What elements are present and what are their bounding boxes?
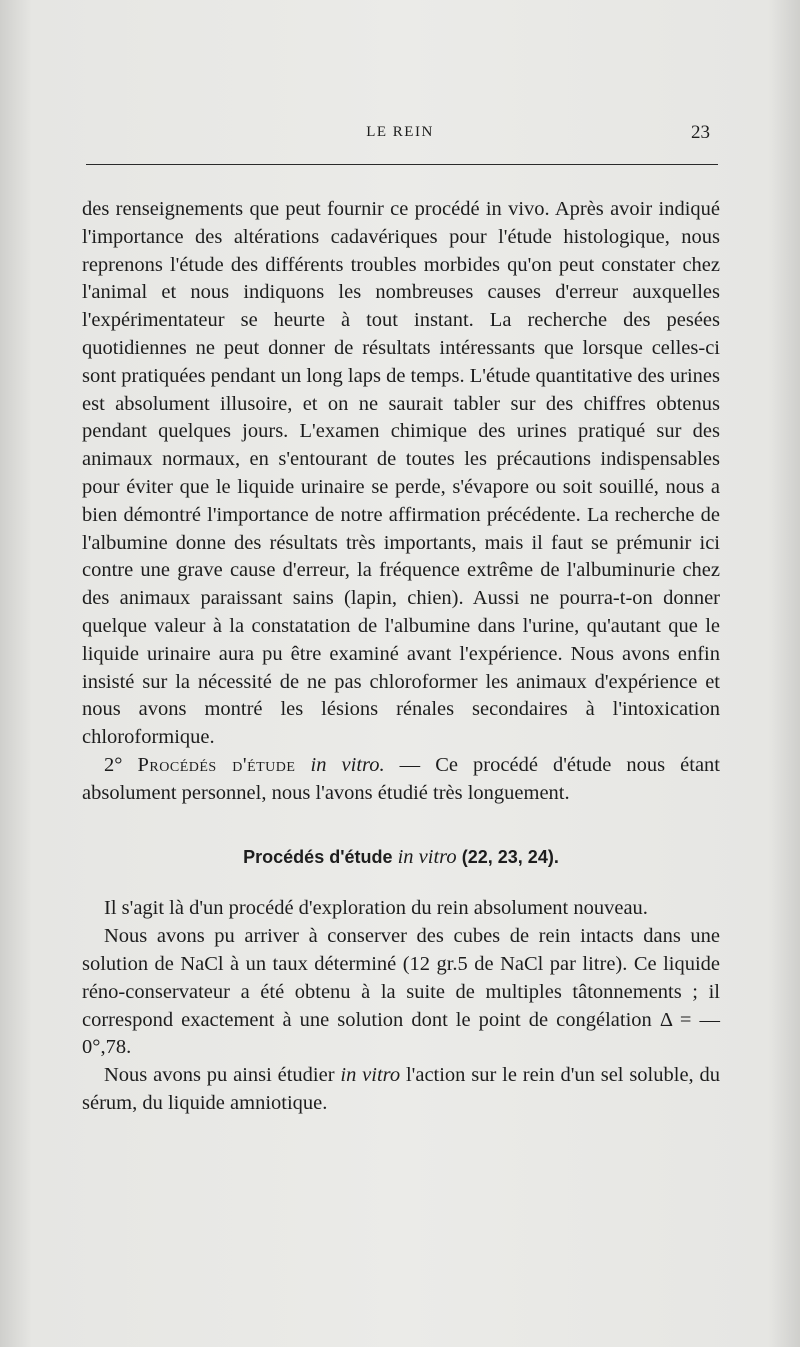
paragraph-3: Il s'agit là d'un procédé d'exploration du rein absolument nouveau. [104,897,648,920]
paragraph-4: Nous avons pu arriver à conserver des cubes de rein intacts dans une solution de NaCl à un taux déterminé (12 gr.5 de NaCl par litre). Ce liquide réno-conservateur a été obtenu à la suite de multiples tâtonnements ; il correspond exactement à une solution dont le point de congélation Δ = — 0°,78. [82,925,720,1059]
paragraph-1: des renseignements que peut fournir ce procédé in vivo. Après avoir indiqué l'importance des altérations cadavériques pour l'étude histologique, nous reprenons l'étude des différents troubles morbides qu'on peut constater chez l'animal et nous indiquons les nombreuses causes d'erreur auxquelles l'expérimentateur se heurte à tout instant. La recherche des pesées quotidiennes ne peut donner de résultats intéressants que lorsque celles-ci sont pratiquées pendant un long laps de temps. L'étude quantitative des urines est absolument illusoire, et on ne saurait tabler sur des chiffres obtenus pendant quelques jours. L'examen chimique des urines pratiqué sur des animaux normaux, en s'entourant de toutes les précautions indispensables pour éviter que le liquide urinaire se perde, s'évapore ou soit souillé, nous a bien démontré l'importance de notre affirmation précédente. La recherche de l'albumine donne des résultats très importants, mais il faut se prémunir ici contre une grave cause d'erreur, la fréquence extrême de l'albuminurie chez des animaux paraissant sains (lapin, chien). Aussi ne pourra-t-on donner quelque valeur à la constatation de l'albumine dans l'urine, qu'autant que le liquide urinaire aura pu être examiné avant l'expérience. Nous avons enfin insisté sur la nécessité de ne pas chloroformer les animaux d'expérience et nous avons montré les lésions rénales secondaires à l'intoxication chloroformique. [82,198,720,749]
paragraph-5-end: l'action sur le rein d'un sel soluble, du sérum, du liquide amniotique. [82,1064,720,1114]
section-label: Procédés d'étude [137,753,296,776]
section-label-italic: in vitro. [310,753,385,776]
running-head: LE REIN [366,124,434,140]
heading-references: (22, 23, 24). [461,846,559,867]
header-rule [86,164,718,165]
section-number: 2° [104,753,123,776]
heading-italic: in vitro [397,845,457,868]
section-heading [82,844,720,872]
paragraph-5-start: Nous avons pu ainsi étudier [104,1064,341,1087]
body-text [82,196,720,1118]
paragraph-5 [82,1062,720,1118]
heading-bold: Procédés d'étude [243,846,393,867]
paragraph-5-italic: in vitro [340,1064,401,1087]
paragraph-2-rest: — Ce procédé d'étude nous étant absolument personnel, nous l'avons étudié très longuement. [82,753,721,804]
page-header [86,124,714,148]
paragraph-2 [82,752,720,808]
page-number: 23 [691,122,710,143]
